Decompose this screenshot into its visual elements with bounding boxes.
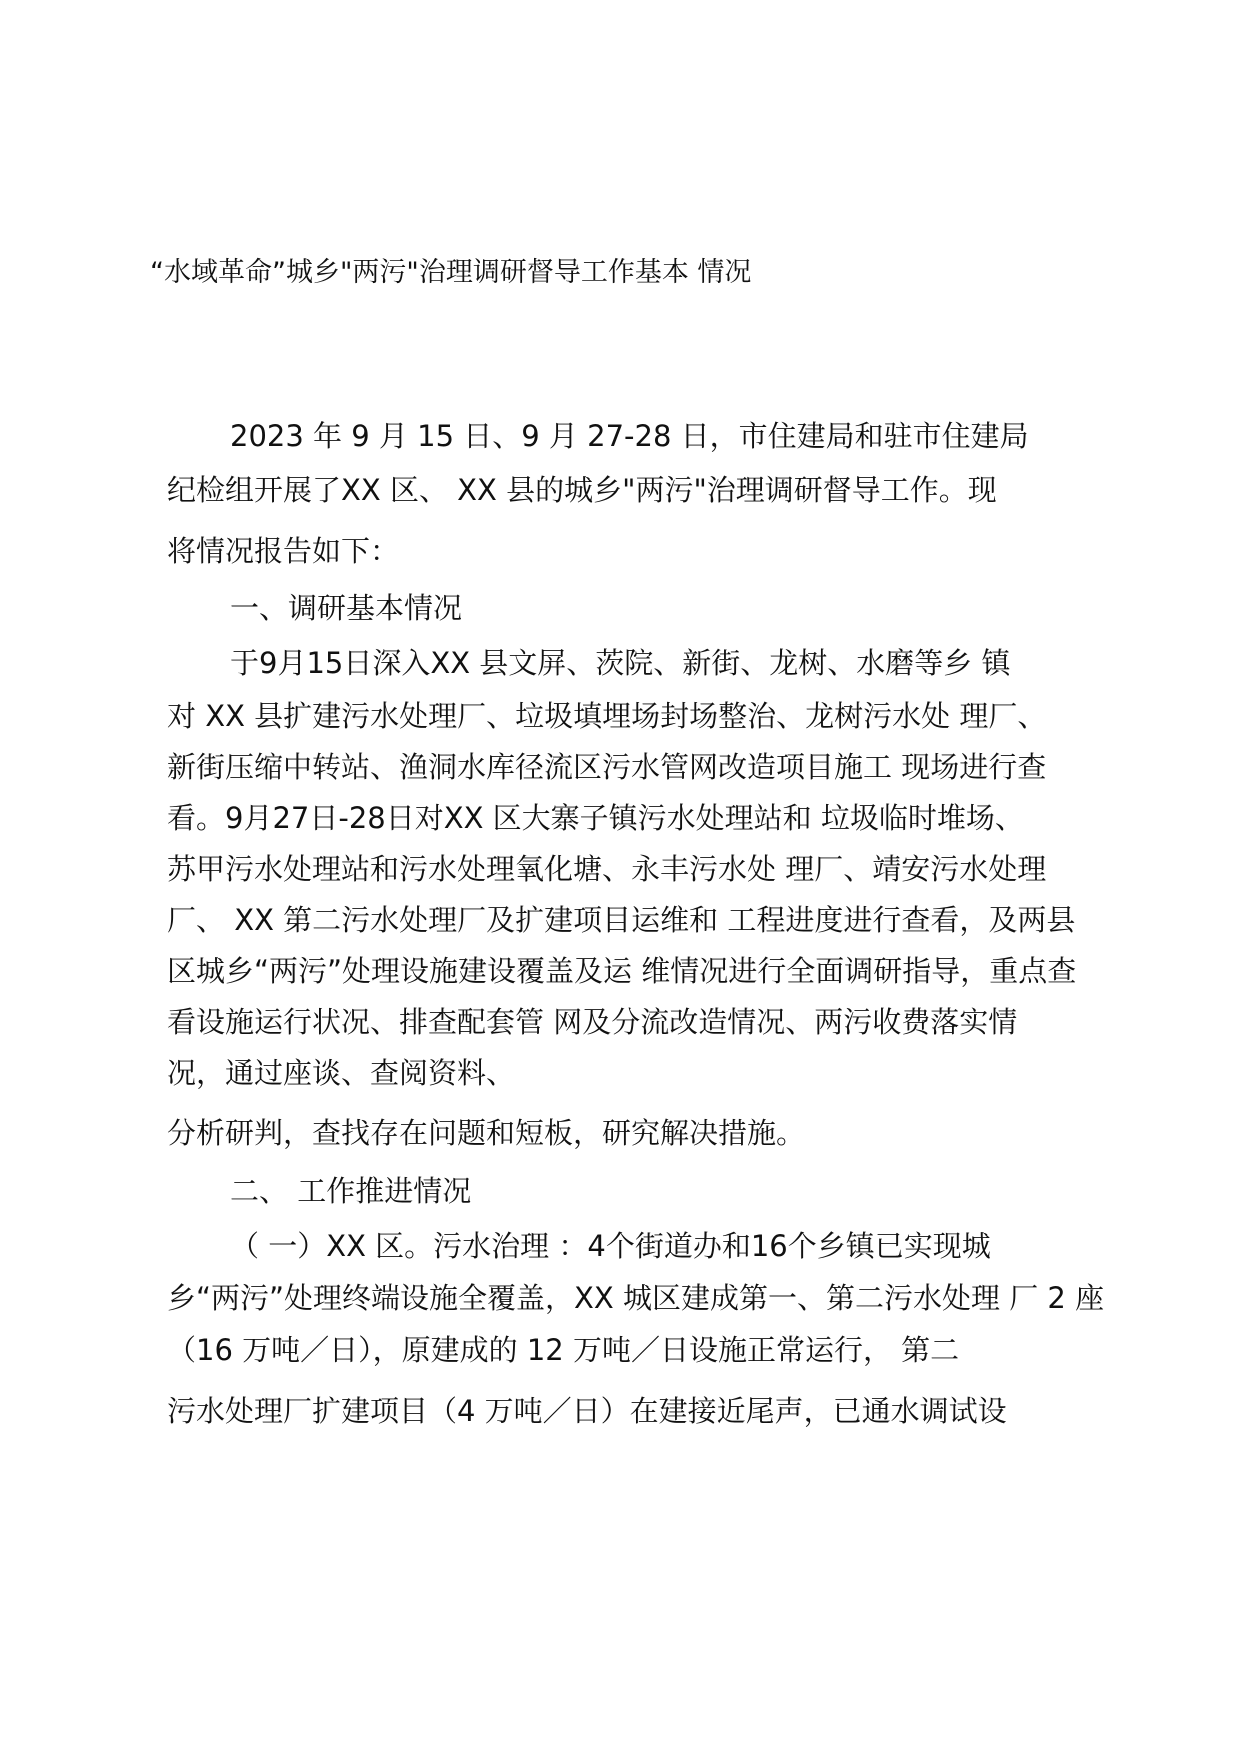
document-title: “水域革命”城乡"两污"治理调研督导工作基本 情况 [150, 257, 752, 288]
paragraph-line: 纪检组开展了XX 区、 XX 县的城乡"两污"治理调研督导工作。现 [167, 473, 997, 507]
paragraph-line: 况，通过座谈、查阅资料、 [167, 1056, 516, 1090]
paragraph-line: 新街压缩中转站、渔洞水库径流区污水管网改造项目施工 现场进行查 [167, 750, 1047, 784]
paragraph-line: 分析研判，查找存在问题和短板，研究解决措施。 [167, 1116, 806, 1150]
paragraph-line: 污水处理厂扩建项目（4 万吨／日）在建接近尾声，已通水调试设 [167, 1394, 1007, 1428]
paragraph-line: 将情况报告如下： [167, 534, 400, 568]
paragraph-line: 看设施运行状况、排查配套管 网及分流改造情况、两污收费落实情 [167, 1005, 1018, 1039]
section-heading-2: 二、 工作推进情况 [230, 1174, 472, 1208]
paragraph-line: 苏甲污水处理站和污水处理氧化塘、永丰污水处 理厂、靖安污水处理 [167, 852, 1047, 886]
paragraph-line: 乡“两污”处理终端设施全覆盖，XX 城区建成第一、第二污水处理 厂 2 座 [167, 1281, 1105, 1315]
paragraph-line: 2023 年 9 月 15 日、9 月 27-28 日，市住建局和驻市住建局 [230, 419, 1029, 453]
section-heading-1: 一、调研基本情况 [230, 591, 463, 625]
paragraph-line: 看。9月27日-28日对XX 区大寨子镇污水处理站和 垃圾临时堆场、 [167, 801, 1024, 835]
paragraph-line: 于9月15日深入XX 县文屏、茨院、新街、龙树、水磨等乡 镇 [230, 646, 1011, 680]
paragraph-line: （16 万吨／日），原建成的 12 万吨／日设施正常运行， 第二 [167, 1333, 960, 1367]
paragraph-line: （ 一）XX 区。污水治理 ：4个街道办和16个乡镇已实现城 [230, 1229, 991, 1263]
paragraph-line: 对 XX 县扩建污水处理厂、垃圾填埋场封场整治、龙树污水处 理厂、 [167, 699, 1047, 733]
paragraph-line: 厂、 XX 第二污水处理厂及扩建项目运维和 工程进度进行查看，及两县 [167, 903, 1076, 937]
paragraph-line: 区城乡“两污”处理设施建设覆盖及运 维情况进行全面调研指导，重点查 [167, 954, 1077, 988]
